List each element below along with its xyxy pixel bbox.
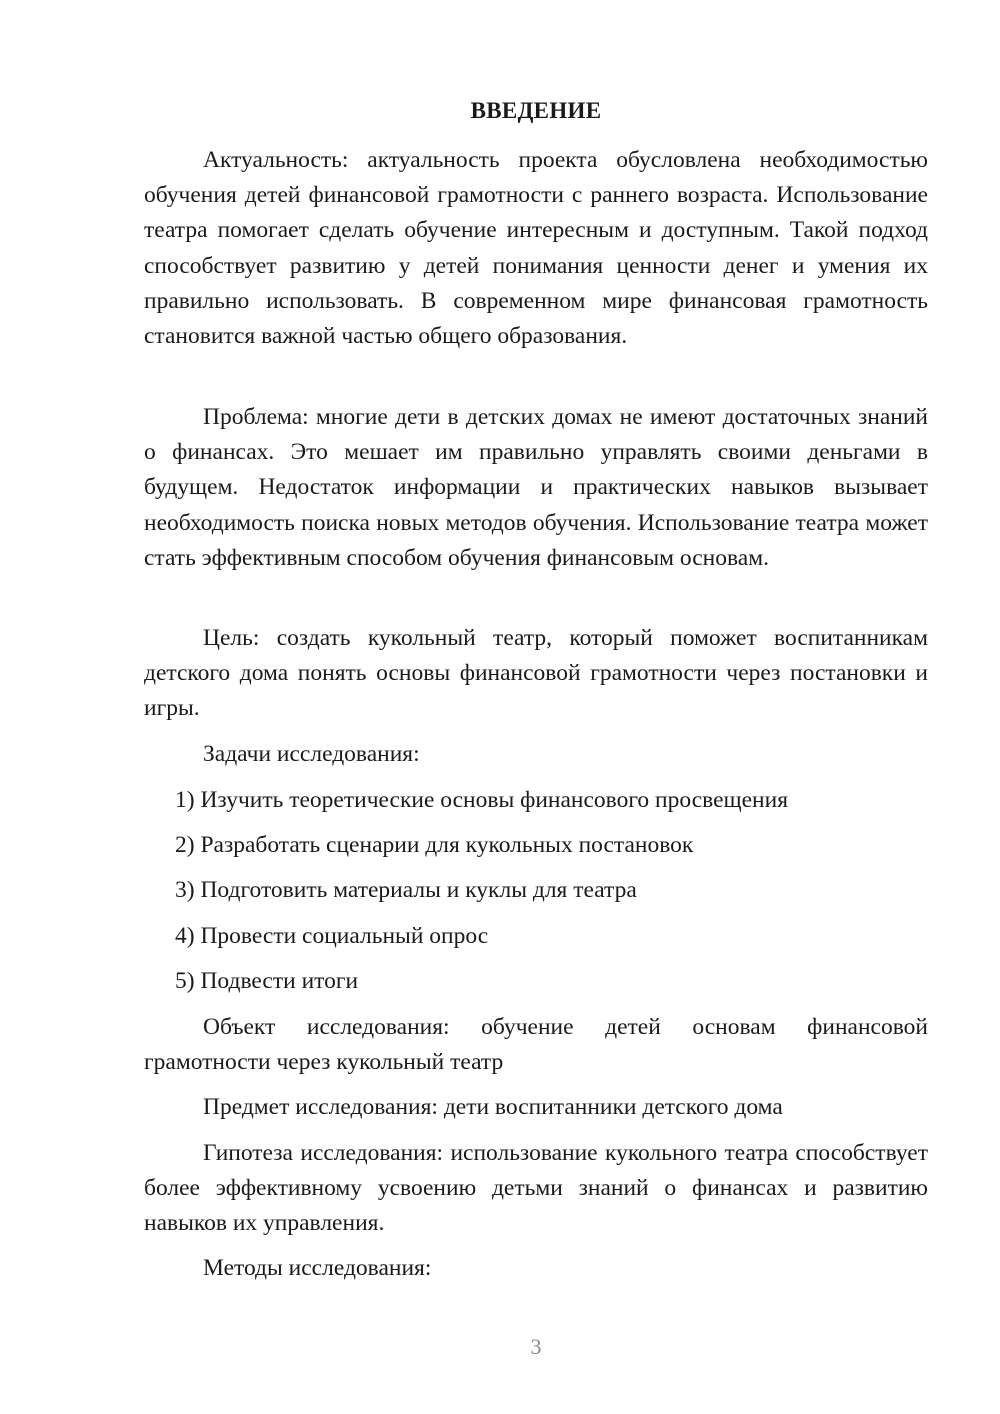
task-item-2: 2) Разработать сценарии для кукольных постановок: [175, 832, 694, 858]
subject-paragraph: Предмет исследования: дети воспитанники детского дома: [203, 1094, 783, 1120]
task-item-1: 1) Изучить теоретические основы финансового просвещения: [175, 787, 789, 813]
relevance-paragraph: Актуальность: актуальность проекта обусловлена необходимостью обучения детей финансовой грамотности с раннего возраста. Использование театра помогает сделать обучение интересным и доступным. Такой подход способствует развитию у детей понимания ценности денег и умения их правильно использовать. В современном мире финансовая грамотность становится важной частью общего образования.: [144, 147, 928, 350]
hypothesis-paragraph: Гипотеза исследования: использование кукольного театра способствует более эффективному усвоению детьми знаний о финансах и развитию навыков их управления.: [144, 1140, 928, 1237]
goal-paragraph: Цель: создать кукольный театр, который поможет воспитанникам детского дома понять основы финансовой грамотности через постановки и игры.: [144, 625, 928, 722]
page-number: 3: [530, 1334, 542, 1359]
problem-paragraph: Проблема: многие дети в детских домах не имеют достаточных знаний о финансах. Это мешает им правильно управлять своими деньгами в будущем. Недостаток информации и практических навыков вызывает необходимость поиска новых методов обучения. Использование театра может стать эффективным способом обучения финансовым основам.: [144, 404, 928, 571]
task-item-4: 4) Провести социальный опрос: [175, 923, 489, 949]
methods-heading: Методы исследования:: [203, 1255, 432, 1281]
task-item-3: 3) Подготовить материалы и куклы для театра: [175, 877, 637, 903]
object-paragraph: Объект исследования: обучение детей основам финансовой грамотности через кукольный театр: [144, 1014, 928, 1076]
tasks-heading: Задачи исследования:: [203, 741, 420, 767]
task-item-5: 5) Подвести итоги: [175, 968, 359, 994]
section-heading: ВВЕДЕНИЕ: [470, 98, 602, 123]
